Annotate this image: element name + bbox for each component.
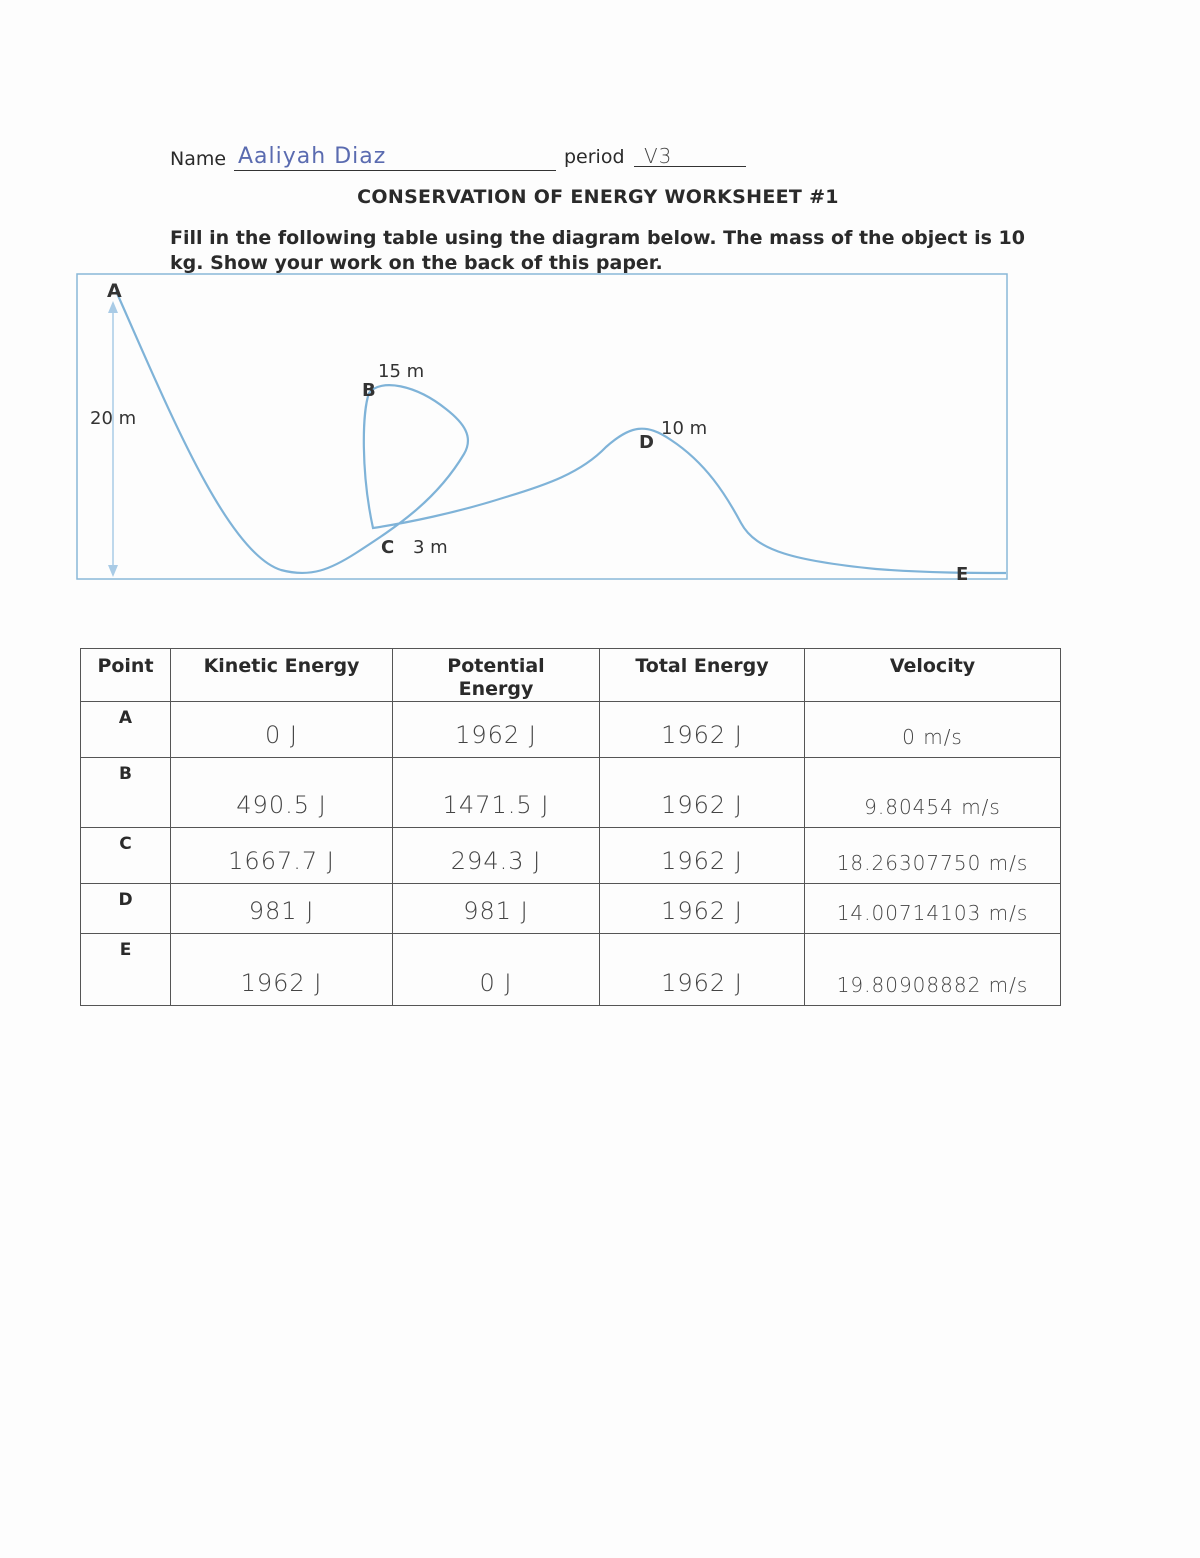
row-point: B (81, 758, 171, 828)
table-row (81, 702, 1061, 758)
point-a-label: A (107, 280, 122, 302)
row-velocity[interactable]: 14.00714103 m/s (805, 884, 1061, 934)
row-point: E (81, 934, 171, 1006)
row-total[interactable]: 1962 J (600, 934, 805, 1006)
row-total[interactable]: 1962 J (600, 758, 805, 828)
row-point: D (81, 884, 171, 934)
roller-coaster-diagram (76, 273, 1010, 583)
track-curve (116, 291, 689, 571)
header-total-energy: Total Energy (600, 649, 805, 702)
height-b-label: 15 m (378, 361, 425, 382)
row-velocity[interactable]: 18.26307750 m/s (805, 828, 1061, 884)
track-path (116, 291, 1006, 573)
height-d-label: 10 m (661, 418, 708, 439)
point-e-label: E (956, 564, 969, 583)
row-kinetic[interactable]: 1962 J (171, 934, 393, 1006)
header-kinetic-energy: Kinetic Energy (171, 649, 393, 702)
worksheet-title: CONSERVATION OF ENERGY WORKSHEET #1 (357, 186, 839, 208)
row-velocity[interactable]: 0 m/s (805, 702, 1061, 758)
table-header-row (81, 649, 1061, 702)
row-potential[interactable]: 294.3 J (393, 828, 600, 884)
name-value[interactable]: Aaliyah Diaz (238, 144, 387, 169)
header-velocity: Velocity (805, 649, 1061, 702)
row-velocity[interactable]: 9.80454 m/s (805, 758, 1061, 828)
header-point: Point (81, 649, 171, 702)
header-potential-energy: Potential Energy (393, 649, 600, 702)
diagram-frame (77, 274, 1007, 579)
table-row (81, 758, 1061, 828)
row-total[interactable]: 1962 J (600, 828, 805, 884)
row-kinetic[interactable]: 981 J (171, 884, 393, 934)
height-arrow-top (108, 301, 118, 313)
energy-table (80, 648, 1061, 1006)
row-velocity[interactable]: 19.80908882 m/s (805, 934, 1061, 1006)
point-d-label: D (639, 432, 654, 453)
row-potential[interactable]: 1962 J (393, 702, 600, 758)
row-kinetic[interactable]: 490.5 J (171, 758, 393, 828)
period-value[interactable]: V3 (644, 144, 673, 168)
point-c-label: C (381, 537, 395, 558)
row-total[interactable]: 1962 J (600, 884, 805, 934)
row-kinetic[interactable]: 0 J (171, 702, 393, 758)
name-label: Name (170, 148, 227, 170)
row-potential[interactable]: 0 J (393, 934, 600, 1006)
row-potential[interactable]: 1471.5 J (393, 758, 600, 828)
row-potential[interactable]: 981 J (393, 884, 600, 934)
row-point: C (81, 828, 171, 884)
table-row (81, 934, 1061, 1006)
row-point: A (81, 702, 171, 758)
period-label: period (564, 146, 625, 168)
height-c-label: 3 m (413, 537, 448, 558)
table-row (81, 828, 1061, 884)
height-a-label: 20 m (90, 408, 137, 429)
instructions: Fill in the following table using the diagram below. The mass of the object is 10 kg. Show your work on the back of this paper. (170, 227, 1025, 274)
table-row (81, 884, 1061, 934)
row-total[interactable]: 1962 J (600, 702, 805, 758)
height-arrow-bottom (108, 565, 118, 577)
name-line (234, 170, 556, 171)
row-kinetic[interactable]: 1667.7 J (171, 828, 393, 884)
point-b-label: B (362, 380, 376, 401)
